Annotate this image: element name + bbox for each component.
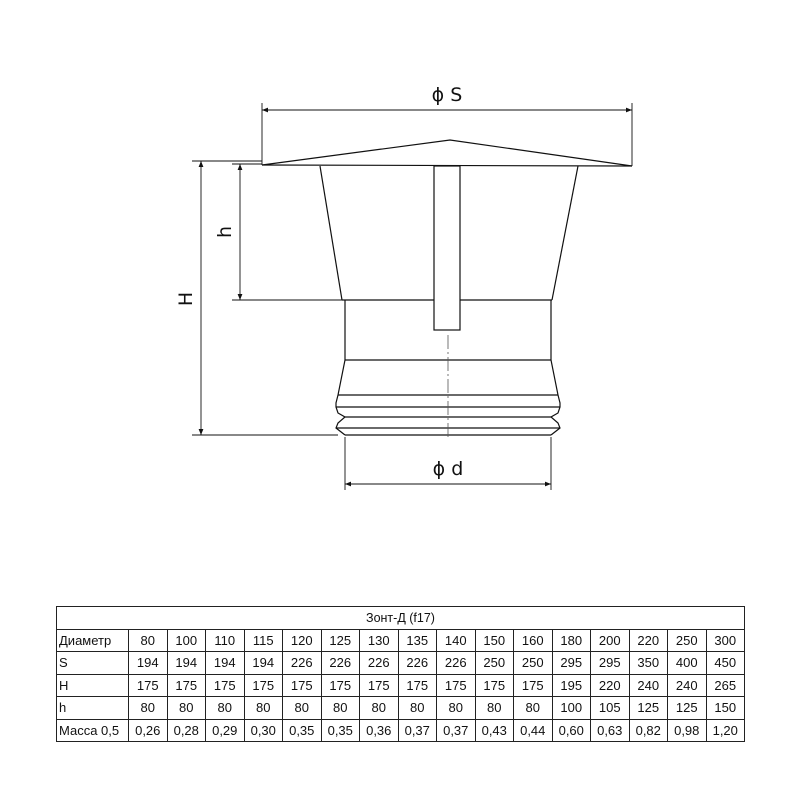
table-cell: 175: [206, 674, 245, 697]
table-cell: 80: [321, 697, 360, 720]
table-cell: 80: [283, 697, 322, 720]
table-cell: 0,37: [398, 719, 437, 742]
dimension-S-label: ϕ S: [431, 84, 463, 106]
table-cell: 0,35: [283, 719, 322, 742]
row-header: S: [57, 652, 129, 675]
table-cell: 265: [706, 674, 745, 697]
table-cell: 115: [244, 629, 283, 652]
table-cell: 80: [514, 697, 553, 720]
table-cell: 80: [129, 629, 168, 652]
dimension-S: [262, 103, 632, 166]
row-header: Диаметр: [57, 629, 129, 652]
table-cell: 150: [475, 629, 514, 652]
table-cell: 400: [668, 652, 707, 675]
dimension-d-label: ϕ d: [432, 458, 464, 480]
table-cell: 80: [360, 697, 399, 720]
table-cell: 200: [591, 629, 630, 652]
table-cell: 80: [475, 697, 514, 720]
dimension-h-label: h: [214, 225, 236, 239]
table-cell: 80: [244, 697, 283, 720]
table-cell: 0,30: [244, 719, 283, 742]
table-cell: 150: [706, 697, 745, 720]
table-cell: 125: [668, 697, 707, 720]
table-cell: 125: [321, 629, 360, 652]
table-cell: 80: [129, 697, 168, 720]
table-cell: 350: [629, 652, 668, 675]
table-cell: 130: [360, 629, 399, 652]
table-cell: 450: [706, 652, 745, 675]
dimension-H: [192, 161, 338, 435]
table-cell: 194: [206, 652, 245, 675]
table-cell: 226: [360, 652, 399, 675]
dimension-H-label: H: [175, 291, 197, 307]
table-cell: 194: [167, 652, 206, 675]
table-cell: 175: [283, 674, 322, 697]
table-cell: 250: [514, 652, 553, 675]
table-cell: 0,44: [514, 719, 553, 742]
table-cell: 80: [206, 697, 245, 720]
table-cell: 220: [591, 674, 630, 697]
table-cell: 250: [475, 652, 514, 675]
table-caption: Зонт-Д (f17): [57, 607, 745, 630]
table-cell: 194: [129, 652, 168, 675]
table-cell: 140: [437, 629, 476, 652]
table-cell: 0,29: [206, 719, 245, 742]
table-cell: 175: [321, 674, 360, 697]
table-cell: 80: [167, 697, 206, 720]
table-cell: 175: [360, 674, 399, 697]
table-cell: 194: [244, 652, 283, 675]
table-cell: 80: [398, 697, 437, 720]
table-cell: 0,26: [129, 719, 168, 742]
table-cell: 80: [437, 697, 476, 720]
table-cell: 295: [552, 652, 591, 675]
table-cell: 0,36: [360, 719, 399, 742]
table-cell: 110: [206, 629, 245, 652]
table-row: [57, 629, 745, 652]
table-cell: 0,35: [321, 719, 360, 742]
table-row: [57, 674, 745, 697]
table-cell: 0,63: [591, 719, 630, 742]
table-caption-row: [57, 607, 745, 630]
table-cell: 175: [514, 674, 553, 697]
table-cell: 226: [283, 652, 322, 675]
table-row: [57, 719, 745, 742]
table-cell: 175: [244, 674, 283, 697]
table-cell: 125: [629, 697, 668, 720]
row-header: h: [57, 697, 129, 720]
table-cell: 226: [437, 652, 476, 675]
table-cell: 100: [167, 629, 206, 652]
table-row: [57, 652, 745, 675]
table-cell: 175: [437, 674, 476, 697]
table-cell: 226: [398, 652, 437, 675]
table-cell: 120: [283, 629, 322, 652]
table-cell: 240: [629, 674, 668, 697]
table-cell: 0,82: [629, 719, 668, 742]
table-cell: 160: [514, 629, 553, 652]
table-cell: 250: [668, 629, 707, 652]
table-cell: 295: [591, 652, 630, 675]
cap-outline: [262, 140, 632, 166]
dimension-h: [232, 164, 342, 300]
table-row: [57, 697, 745, 720]
table-cell: 180: [552, 629, 591, 652]
table-cell: 220: [629, 629, 668, 652]
table-cell: 175: [167, 674, 206, 697]
table-cell: 175: [475, 674, 514, 697]
row-header: H: [57, 674, 129, 697]
table-cell: 100: [552, 697, 591, 720]
table-cell: 105: [591, 697, 630, 720]
table-cell: 226: [321, 652, 360, 675]
table-cell: 0,37: [437, 719, 476, 742]
table-cell: 0,98: [668, 719, 707, 742]
table-cell: 175: [129, 674, 168, 697]
table-cell: 195: [552, 674, 591, 697]
table-cell: 240: [668, 674, 707, 697]
table-cell: 135: [398, 629, 437, 652]
table-cell: 0,60: [552, 719, 591, 742]
table-cell: 175: [398, 674, 437, 697]
spec-table: [56, 606, 745, 742]
spec-table-body: [57, 607, 745, 742]
table-cell: 300: [706, 629, 745, 652]
table-cell: 0,28: [167, 719, 206, 742]
row-header: Масса 0,5: [57, 719, 129, 742]
table-cell: 0,43: [475, 719, 514, 742]
support-bracket: [434, 166, 460, 330]
table-cell: 1,20: [706, 719, 745, 742]
